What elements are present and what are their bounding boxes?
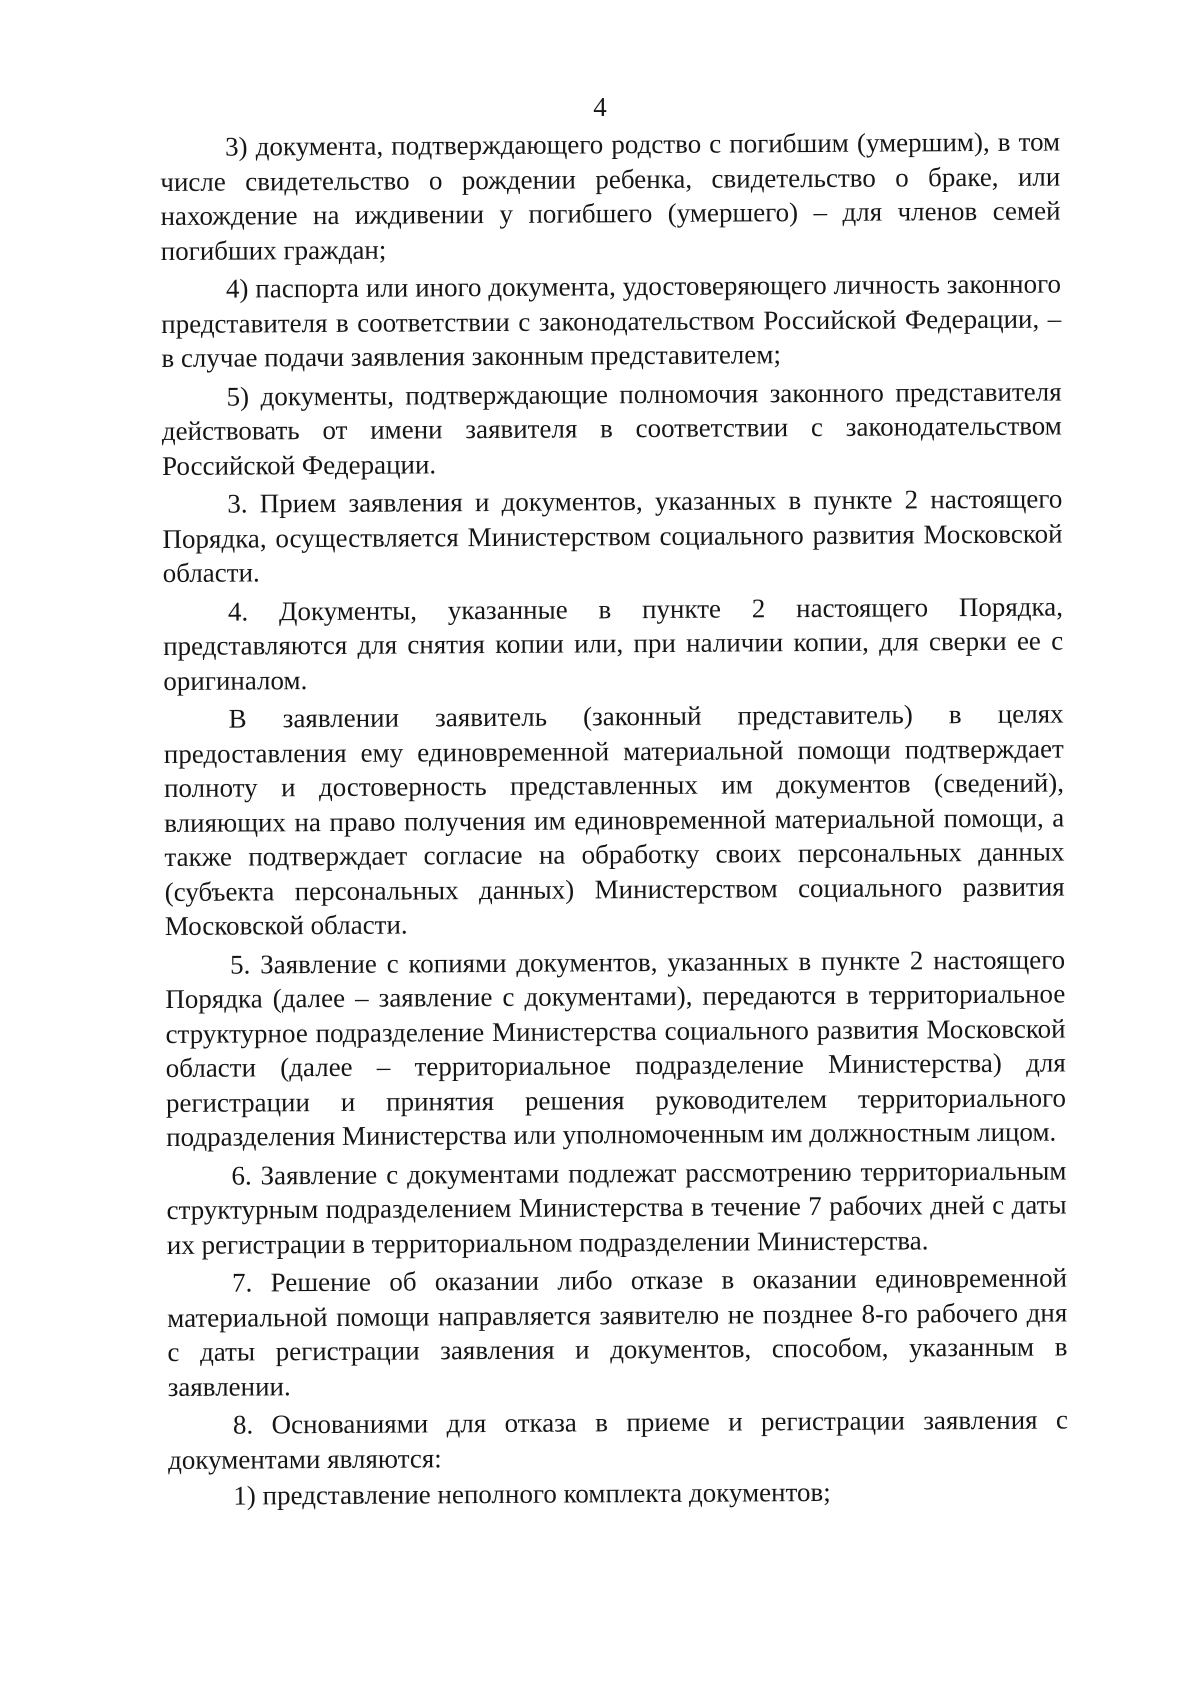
- page-number: 4: [593, 92, 607, 122]
- paragraph-clause-8-refusal-grounds: 8. Основаниями для отказа в приеме и регистрации заявления с документами являются:: [168, 1404, 1068, 1475]
- paragraph-clause-3-acceptance: 3. Прием заявления и документов, указанных в пункте 2 настоящего Порядка, осуществляется Министерством социального развития Московской области.: [162, 483, 1063, 588]
- paragraph-clause-4-copies: 4. Документы, указанные в пункте 2 настоящего Порядка, представляются для снятия копии или, при наличии копии, для сверки ее с оригиналом.: [163, 590, 1064, 696]
- paragraph-item-5-authority-documents: 5) документы, подтверждающие полномочия законного представителя действовать от имени заявителя в соответствии с законодательством Российской Федерации.: [161, 375, 1062, 481]
- paragraph-applicant-confirmation: В заявлении заявитель (законный представитель) в целях предоставления ему единовременной материальной помощи подтверждает полноту и достоверность представленных им документов (сведений), влияющих на право получения им единовременной материальной помощи, а также подтверждает согласие на обработку своих персональных данных (субъекта персональных данных) Министерством социального развития Московской области.: [163, 698, 1065, 941]
- paragraph-clause-5-transfer: 5. Заявление с копиями документов, указанных в пункте 2 настоящего Порядка (далее – заявление с документами), передаются в территориальное структурное подразделение Министерства социального развития Московской области (далее – территориальное подразделение Министерства) для регистрации и принятия решения руководителем территориального подразделения Министерства или уполномоченным им должностным лицом.: [165, 943, 1067, 1152]
- document-body: [160, 125, 1068, 1518]
- paragraph-clause-7-decision: 7. Решение об оказании либо отказе в оказании единовременной материальной помощи направляется заявителю не позднее 8-го рабочего дня с даты регистрации заявления и документов, способом, указанным в заявлении.: [167, 1262, 1068, 1402]
- paragraph-item-3-kinship-document: 3) документа, подтверждающего родство с погибшим (умершим), в том числе свидетельство о рождении ребенка, свидетельство о браке, или нахождение на иждивении у погибшего (умершего) – для членов семей погибших граждан;: [160, 126, 1061, 266]
- paragraph-item-1-incomplete-set: 1) представление неполного комплекта документов;: [233, 1476, 831, 1511]
- paragraph-item-4-passport: 4) паспорта или иного документа, удостоверяющего личность законного представителя в соответствии с законодательством Российской Федерации, – в случае подачи заявления законным представителем;: [161, 268, 1062, 373]
- paragraph-clause-6-review: 6. Заявление с документами подлежат рассмотрению территориальным структурным подразделением Министерства в течение 7 рабочих дней с даты их регистрации в территориальном подразделении Министерства.: [166, 1154, 1067, 1260]
